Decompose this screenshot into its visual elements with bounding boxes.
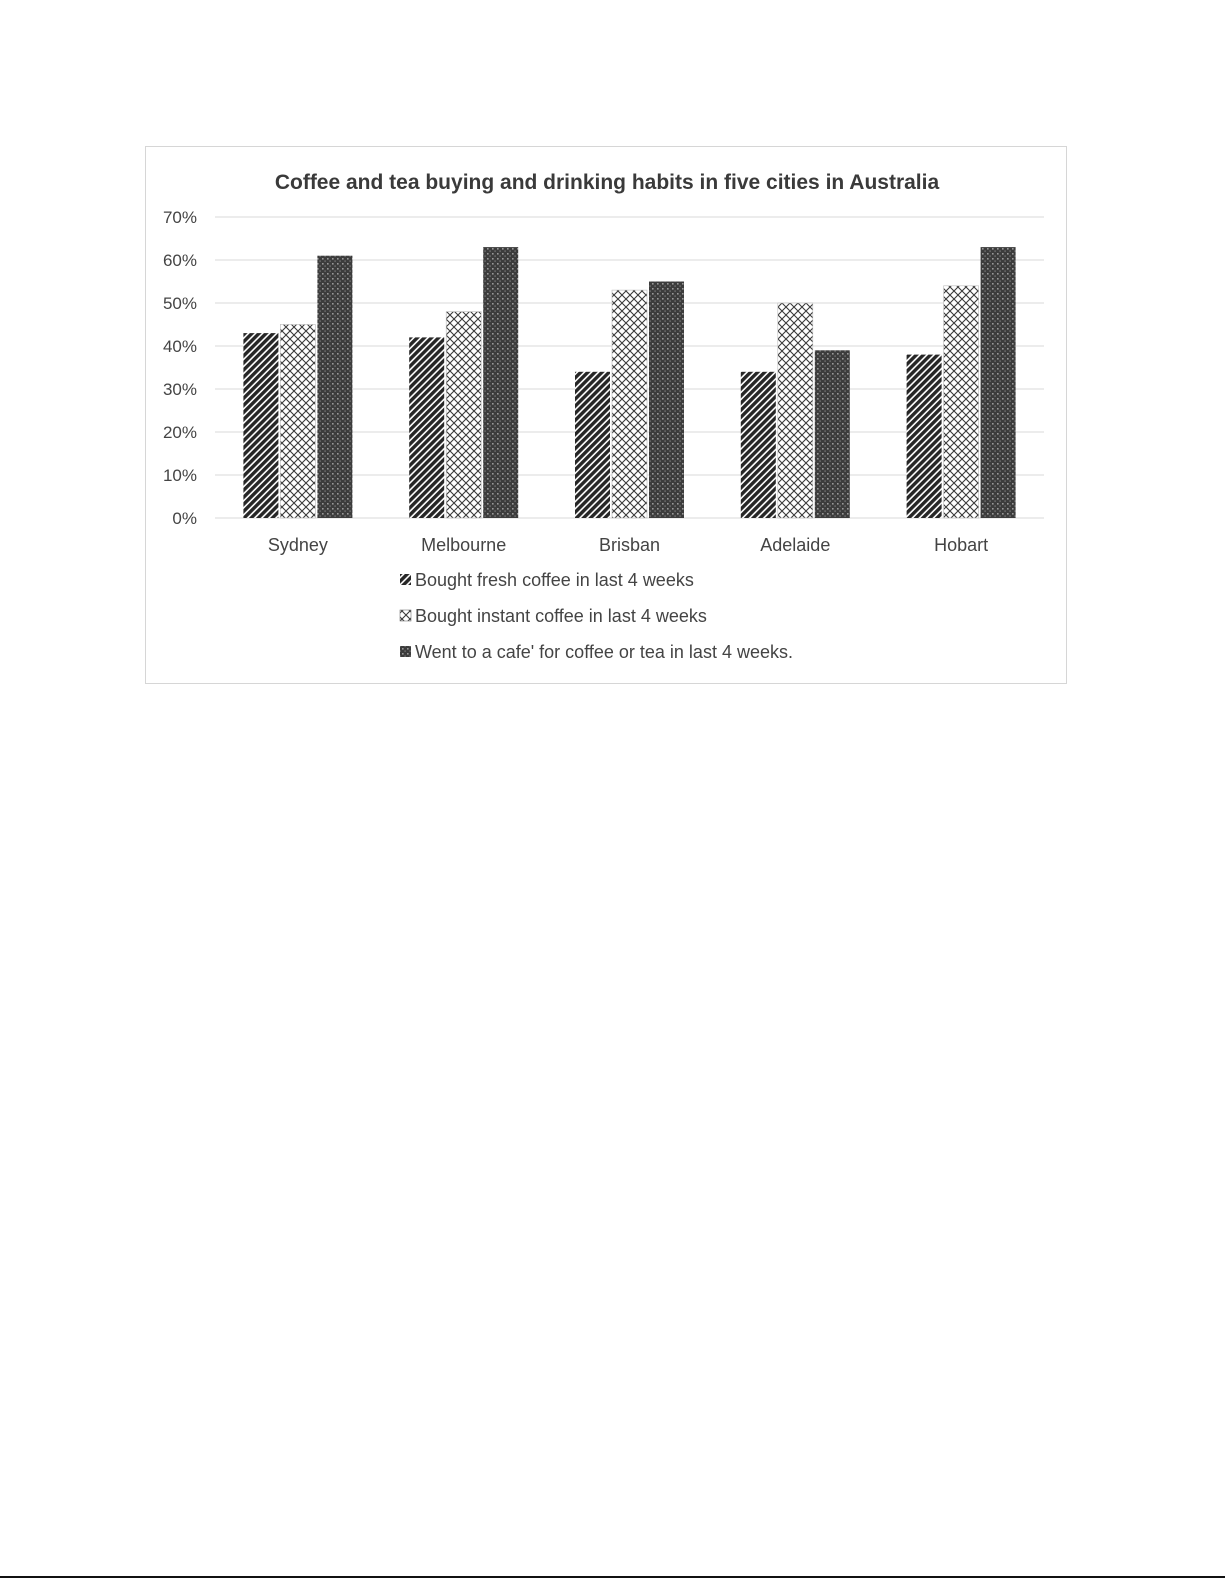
y-tick-label: 20% xyxy=(162,423,197,442)
x-axis-ticks xyxy=(268,535,988,555)
legend-label: Went to a cafe' for coffee or tea in last 4 weeks. xyxy=(415,642,793,662)
legend-label: Bought instant coffee in last 4 weeks xyxy=(415,606,707,626)
chart-title: Coffee and tea buying and drinking habits in five cities in Australia xyxy=(274,171,940,194)
legend-label: Bought fresh coffee in last 4 weeks xyxy=(415,570,694,590)
x-tick-label: Brisban xyxy=(598,535,661,555)
bar xyxy=(907,355,942,518)
chart-frame xyxy=(145,146,1067,684)
legend-swatch xyxy=(400,574,411,585)
bar xyxy=(981,247,1016,518)
bar xyxy=(483,247,518,518)
bars xyxy=(243,247,1015,518)
bar xyxy=(317,256,352,518)
y-tick-label: 30% xyxy=(162,380,197,399)
bar xyxy=(649,282,684,519)
legend-swatch xyxy=(400,610,411,621)
legend xyxy=(400,570,793,662)
bar-chart xyxy=(146,147,1068,685)
x-tick-label: Melbourne xyxy=(421,535,507,555)
bar xyxy=(280,325,315,519)
bar xyxy=(243,333,278,518)
y-tick-label: 70% xyxy=(162,208,197,227)
bar xyxy=(815,350,850,518)
bar xyxy=(575,372,610,518)
page-bottom-rule xyxy=(0,1576,1225,1578)
x-tick-label: Adelaide xyxy=(760,535,831,555)
x-tick-label: Hobart xyxy=(934,535,989,555)
y-tick-label: 50% xyxy=(162,294,197,313)
y-tick-label: 60% xyxy=(162,251,197,270)
y-tick-label: 10% xyxy=(162,466,197,485)
bar xyxy=(778,303,813,518)
y-axis-ticks xyxy=(163,208,197,528)
bar xyxy=(409,337,444,518)
y-tick-label: 0% xyxy=(172,509,197,528)
legend-swatch xyxy=(400,646,411,657)
x-tick-label: Sydney xyxy=(267,535,328,555)
y-tick-label: 40% xyxy=(162,337,197,356)
bar xyxy=(612,290,647,518)
bar xyxy=(446,312,481,518)
bar xyxy=(741,372,776,518)
bar xyxy=(944,286,979,518)
